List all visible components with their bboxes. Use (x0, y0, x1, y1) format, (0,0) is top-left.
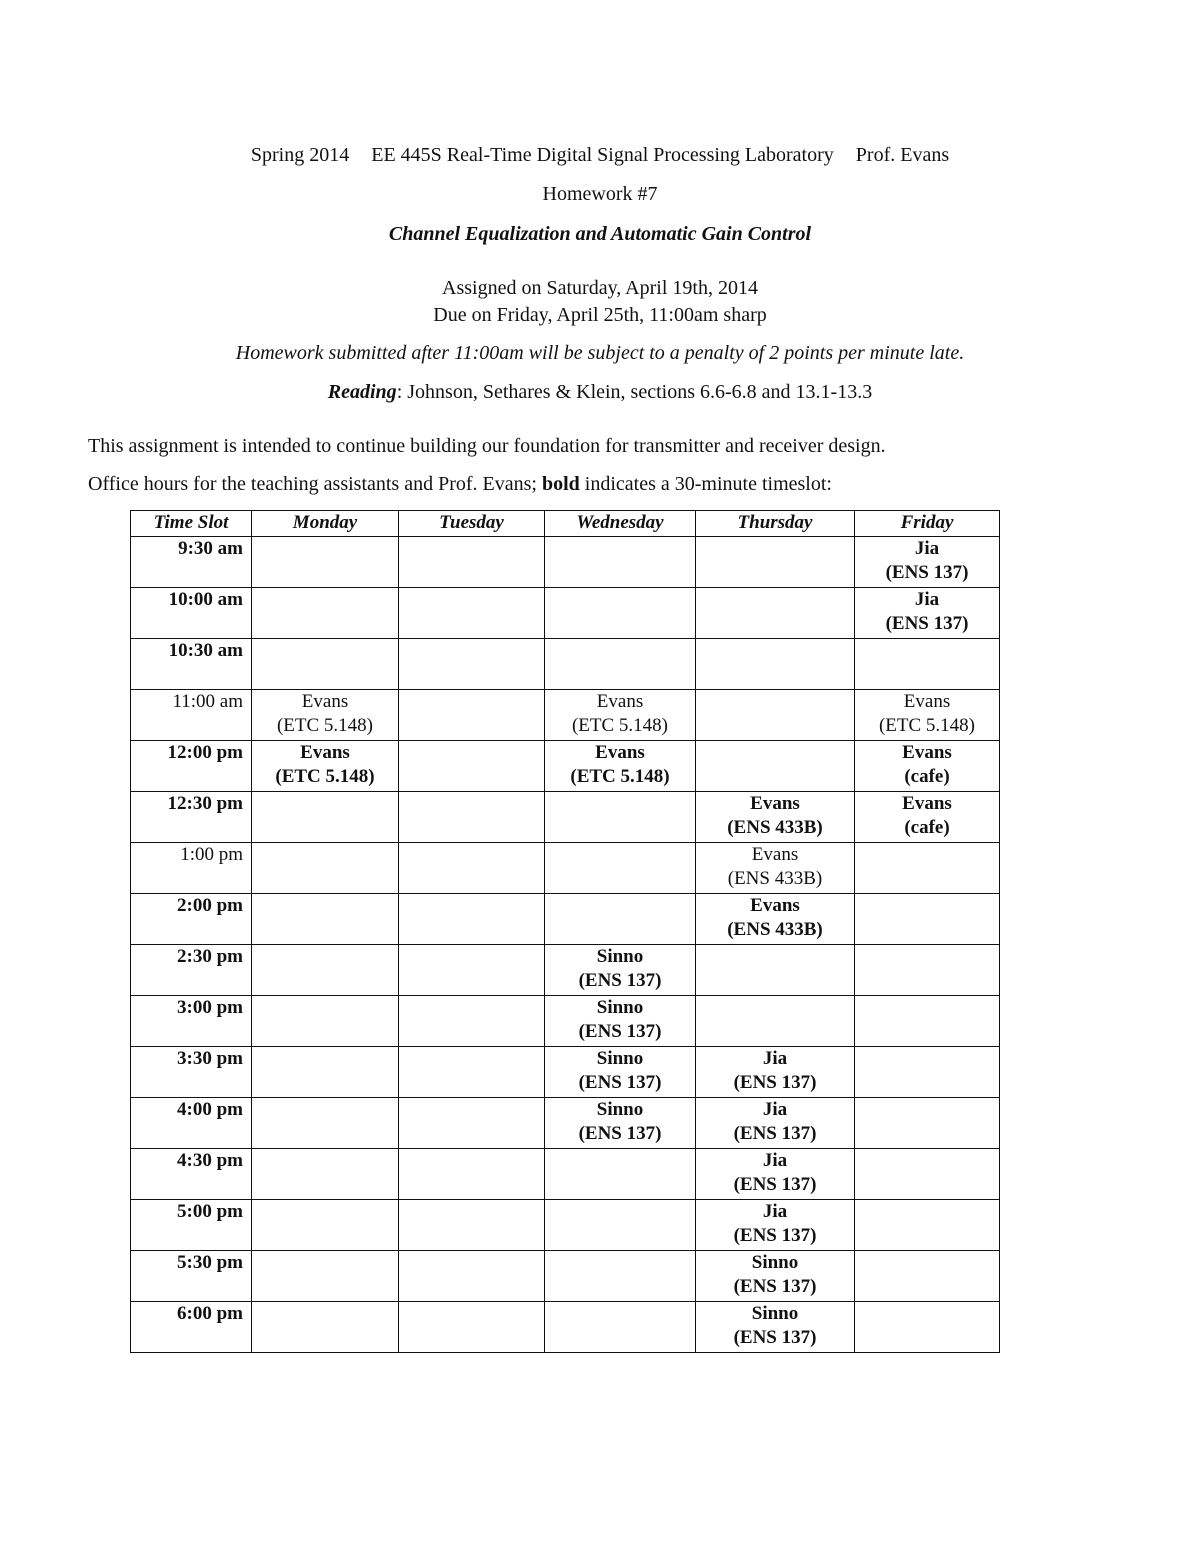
schedule-cell (252, 996, 399, 1047)
schedule-cell (399, 537, 545, 588)
schedule-cell (399, 639, 545, 690)
schedule-cell (399, 996, 545, 1047)
time-slot-cell: 5:30 pm (131, 1251, 252, 1302)
schedule-cell (545, 1098, 696, 1149)
table-row (131, 1200, 1000, 1251)
table-row (131, 843, 1000, 894)
reading-label: Reading (327, 381, 397, 403)
schedule-cell (696, 996, 855, 1047)
staff-name: Evans (750, 793, 800, 814)
staff-name: Sinno (596, 946, 644, 967)
staff-name: Sinno (751, 1303, 799, 1324)
time-slot-cell: 1:00 pm (131, 843, 252, 894)
schedule-cell (399, 588, 545, 639)
table-body (131, 537, 1000, 1353)
staff-name: Sinno (751, 1252, 799, 1273)
table-row (131, 1098, 1000, 1149)
schedule-cell (252, 690, 399, 741)
schedule-cell (399, 1302, 545, 1353)
time-slot-cell: 5:00 pm (131, 1200, 252, 1251)
semester: Spring 2014 (250, 144, 350, 166)
time-slot-cell: 10:00 am (131, 588, 252, 639)
schedule-cell (399, 1047, 545, 1098)
room-location: (ETC 5.148) (878, 715, 976, 736)
schedule-cell (545, 945, 696, 996)
room-location: (ENS 433B) (727, 868, 823, 889)
staff-name: Evans (595, 742, 645, 763)
table-row (131, 894, 1000, 945)
room-location: (cafe) (904, 817, 950, 838)
schedule-cell (696, 1200, 855, 1251)
staff-name: Evans (750, 895, 800, 916)
staff-name: Jia (762, 1150, 788, 1171)
schedule-cell (855, 792, 1000, 843)
staff-name: Jia (914, 589, 940, 610)
schedule-cell (399, 843, 545, 894)
staff-name: Jia (762, 1099, 788, 1120)
reading-text: Johnson, Sethares & Klein, sections 6.6-6.8 and 13.1-13.3 (402, 381, 873, 403)
professor: Prof. Evans (855, 144, 950, 166)
office-hours-bold-word: bold (541, 473, 580, 495)
schedule-cell (855, 1098, 1000, 1149)
schedule-cell (696, 1047, 855, 1098)
schedule-cell (696, 537, 855, 588)
schedule-cell (855, 894, 1000, 945)
reading-colon: : (396, 381, 403, 403)
schedule-cell (855, 588, 1000, 639)
schedule-cell (545, 843, 696, 894)
schedule-cell (399, 894, 545, 945)
schedule-cell (855, 1200, 1000, 1251)
office-hours-intro (88, 471, 1138, 497)
reading-assignment (0, 379, 1200, 405)
table-row (131, 792, 1000, 843)
room-location: (ENS 137) (578, 1021, 662, 1042)
staff-name: Sinno (596, 997, 644, 1018)
schedule-cell (252, 945, 399, 996)
room-location: (ENS 137) (578, 1123, 662, 1144)
table-row (131, 588, 1000, 639)
schedule-cell (696, 1149, 855, 1200)
schedule-cell (252, 588, 399, 639)
schedule-cell (855, 843, 1000, 894)
table-row (131, 1047, 1000, 1098)
time-slot-cell: 2:00 pm (131, 894, 252, 945)
course-header (0, 142, 1200, 168)
room-location: (ENS 137) (733, 1072, 817, 1093)
table-row (131, 1251, 1000, 1302)
column-header-monday: Monday (252, 511, 399, 537)
schedule-cell (545, 690, 696, 741)
time-slot-cell: 4:30 pm (131, 1149, 252, 1200)
schedule-cell (252, 843, 399, 894)
late-penalty-note: Homework submitted after 11:00am will be subject to a penalty of 2 points per minute late. (235, 342, 965, 364)
room-location: (ENS 137) (885, 562, 969, 583)
staff-name: Sinno (596, 1099, 644, 1120)
course-name: EE 445S Real-Time Digital Signal Processing Laboratory (371, 144, 834, 166)
room-location: (ENS 137) (885, 613, 969, 634)
schedule-cell (855, 945, 1000, 996)
room-location: (ETC 5.148) (571, 715, 669, 736)
column-header-time-slot: Time Slot (131, 511, 252, 537)
schedule-cell (855, 1149, 1000, 1200)
homework-number: Homework #7 (542, 183, 658, 205)
room-location: (ETC 5.148) (570, 766, 670, 787)
schedule-cell (545, 1251, 696, 1302)
schedule-cell (545, 792, 696, 843)
time-slot-cell: 2:30 pm (131, 945, 252, 996)
assigned-date: Assigned on Saturday, April 19th, 2014 (442, 277, 758, 299)
schedule-cell (855, 1251, 1000, 1302)
schedule-cell (696, 1302, 855, 1353)
time-slot-cell: 10:30 am (131, 639, 252, 690)
schedule-cell (399, 792, 545, 843)
schedule-cell (855, 1047, 1000, 1098)
schedule-cell (545, 996, 696, 1047)
schedule-cell (855, 741, 1000, 792)
column-header-wednesday: Wednesday (545, 511, 696, 537)
schedule-cell (252, 537, 399, 588)
schedule-cell (696, 1251, 855, 1302)
schedule-cell (399, 1098, 545, 1149)
schedule-cell (696, 639, 855, 690)
schedule-cell (252, 1098, 399, 1149)
time-slot-cell: 11:00 am (131, 690, 252, 741)
schedule-cell (696, 1098, 855, 1149)
schedule-cell (855, 996, 1000, 1047)
room-location: (ENS 137) (733, 1174, 817, 1195)
schedule-cell (545, 1302, 696, 1353)
column-header-thursday: Thursday (696, 511, 855, 537)
table-row (131, 537, 1000, 588)
schedule-cell (252, 1200, 399, 1251)
intro-paragraph: This assignment is intended to continue building our foundation for transmitter and receiver design. (88, 435, 886, 457)
staff-name: Evans (596, 691, 644, 712)
schedule-cell (252, 1149, 399, 1200)
staff-name: Jia (762, 1048, 788, 1069)
office-hours-prefix: Office hours for the teaching assistants and Prof. Evans; (88, 473, 542, 495)
room-location: (ETC 5.148) (276, 715, 374, 736)
room-location: (ENS 137) (578, 1072, 662, 1093)
room-location: (ENS 137) (733, 1276, 817, 1297)
schedule-cell (545, 1047, 696, 1098)
staff-name: Sinno (596, 1048, 644, 1069)
time-slot-cell: 3:00 pm (131, 996, 252, 1047)
schedule-cell (252, 1047, 399, 1098)
schedule-cell (696, 792, 855, 843)
schedule-cell (252, 1251, 399, 1302)
room-location: (ENS 137) (733, 1123, 817, 1144)
schedule-cell (545, 894, 696, 945)
schedule-cell (545, 639, 696, 690)
table-row (131, 690, 1000, 741)
schedule-cell (696, 843, 855, 894)
time-slot-cell: 4:00 pm (131, 1098, 252, 1149)
schedule-cell (399, 1200, 545, 1251)
room-location: (ENS 137) (578, 970, 662, 991)
time-slot-cell: 3:30 pm (131, 1047, 252, 1098)
schedule-cell (545, 1149, 696, 1200)
office-hours-suffix: indicates a 30-minute timeslot: (579, 473, 832, 495)
schedule-cell (252, 792, 399, 843)
table-row (131, 945, 1000, 996)
schedule-cell (545, 537, 696, 588)
staff-name: Evans (301, 691, 349, 712)
table-row (131, 996, 1000, 1047)
time-slot-cell: 12:30 pm (131, 792, 252, 843)
room-location: (ENS 137) (733, 1327, 817, 1348)
room-location: (ENS 137) (733, 1225, 817, 1246)
document-title: Channel Equalization and Automatic Gain Control (388, 223, 812, 245)
office-hours-table (130, 510, 1000, 1353)
room-location: (ENS 433B) (727, 919, 823, 940)
table-row (131, 1149, 1000, 1200)
schedule-cell (696, 690, 855, 741)
table-row (131, 741, 1000, 792)
schedule-cell (252, 894, 399, 945)
schedule-cell (252, 639, 399, 690)
due-date: Due on Friday, April 25th, 11:00am sharp (433, 304, 767, 326)
staff-name: Evans (751, 844, 799, 865)
time-slot-cell: 9:30 am (131, 537, 252, 588)
column-header-tuesday: Tuesday (399, 511, 545, 537)
table-row (131, 1302, 1000, 1353)
schedule-cell (545, 741, 696, 792)
staff-name: Evans (902, 742, 952, 763)
staff-name: Jia (914, 538, 940, 559)
column-header-friday: Friday (855, 511, 1000, 537)
room-location: (cafe) (904, 766, 950, 787)
schedule-cell (399, 945, 545, 996)
schedule-cell (855, 690, 1000, 741)
schedule-cell (252, 741, 399, 792)
time-slot-cell: 12:00 pm (131, 741, 252, 792)
schedule-cell (399, 1149, 545, 1200)
schedule-cell (696, 588, 855, 639)
schedule-cell (399, 741, 545, 792)
table-row (131, 639, 1000, 690)
schedule-cell (399, 690, 545, 741)
schedule-cell (855, 537, 1000, 588)
schedule-cell (696, 741, 855, 792)
time-slot-cell: 6:00 pm (131, 1302, 252, 1353)
staff-name: Jia (762, 1201, 788, 1222)
schedule-cell (252, 1302, 399, 1353)
schedule-cell (696, 945, 855, 996)
schedule-cell (855, 639, 1000, 690)
staff-name: Evans (902, 793, 952, 814)
staff-name: Evans (903, 691, 951, 712)
room-location: (ETC 5.148) (275, 766, 375, 787)
schedule-cell (545, 588, 696, 639)
schedule-cell (399, 1251, 545, 1302)
schedule-cell (696, 894, 855, 945)
room-location: (ENS 433B) (727, 817, 823, 838)
staff-name: Evans (300, 742, 350, 763)
schedule-cell (545, 1200, 696, 1251)
table-header-row (131, 511, 1000, 537)
schedule-cell (855, 1302, 1000, 1353)
